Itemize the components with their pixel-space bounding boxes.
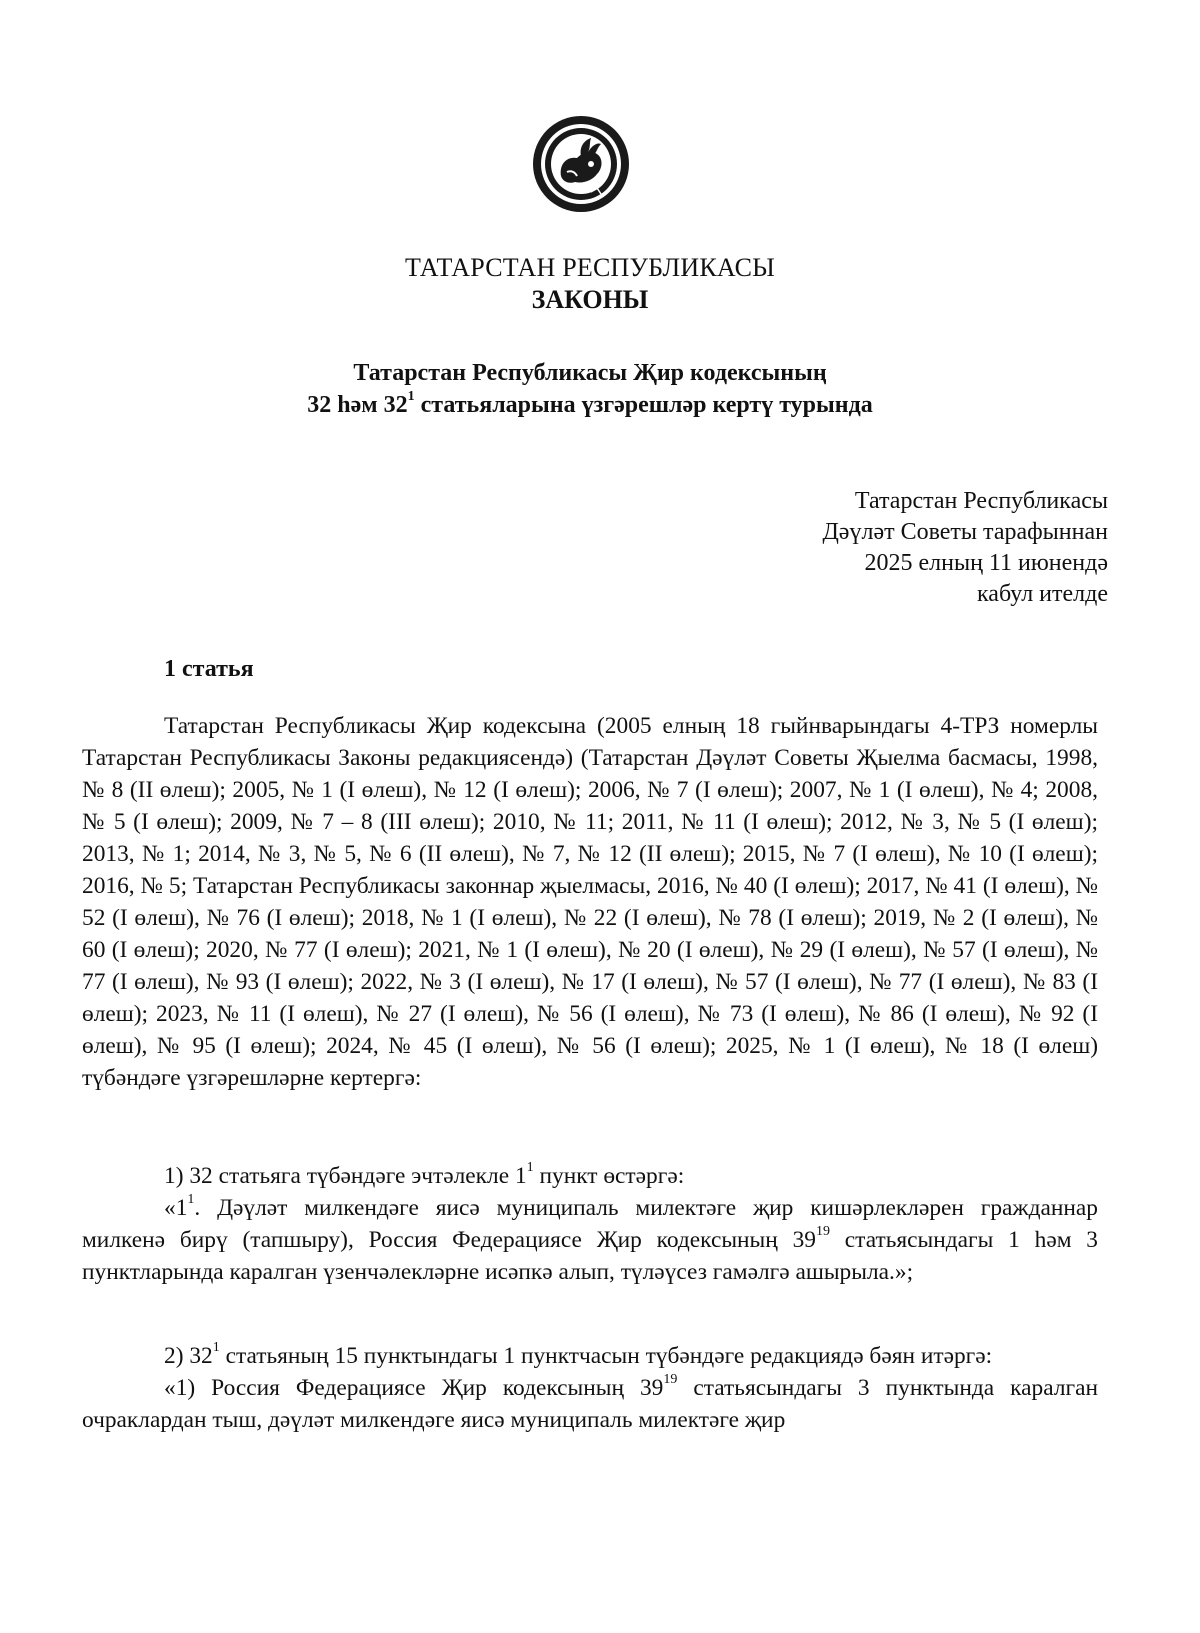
adoption-block — [822, 486, 1108, 610]
law-title-line-1: Татарстан Республикасы Җир кодексының — [353, 360, 827, 386]
item-2-text-a: 2) 32 — [164, 1343, 213, 1369]
title-superscript: 1 — [407, 389, 415, 404]
item-1-text-a: 1) 32 статьяга түбәндәге эчтәлекле 1 — [164, 1163, 527, 1189]
law-heading: ЗАКОНЫ — [531, 285, 649, 314]
item-2-quote-superscript: 19 — [663, 1372, 678, 1388]
article-item-1 — [82, 1160, 1098, 1288]
item-2-superscript: 1 — [212, 1340, 220, 1356]
item-2-text-b: статьяның 15 пунктындагы 1 пунктчасын түбәндәге редакциядә бәян итәргә: — [219, 1343, 993, 1369]
adoption-line-3: 2025 елның 11 июнендә — [864, 550, 1108, 576]
article-main-paragraph — [82, 710, 1098, 1094]
item-2-quote — [82, 1372, 1098, 1436]
tatarstan-emblem-icon — [531, 114, 631, 214]
republic-heading: ТАТАРСТАН РЕСПУБЛИКАСЫ — [405, 253, 775, 282]
item-1-text-b: пункт өстәргә: — [533, 1163, 685, 1189]
item-1-quote — [82, 1192, 1098, 1288]
item-1-quote-sup-1: 1 — [187, 1192, 195, 1208]
adoption-line-4: кабул ителде — [977, 581, 1108, 607]
item-1-quote-sup-2: 19 — [816, 1224, 830, 1240]
title-text-a: 32 һәм 32 — [307, 392, 408, 418]
main-paragraph-text: Татарстан Республикасы Җир кодексына (2005 елның 18 гыйнварындагы 4-ТРЗ номерлы Татарстан Республикасы Законы редакциясендә) (Татарстан Дәүләт Советы Җыелма басмасы, 1998, № 8 (II өлеш); 2005, № 1 (I өлеш), № 12 (I өлеш); 2006, № 7 (I өлеш); 2007, № 1 (I өлеш), № 4; 2008, № 5 (I өлеш); 2009, № 7 – 8 (III өлеш); 2010, № 11; 2011, № 11 (I өлеш); 2012, № 3, № 5 (I өлеш); 2013, № 1; 2014, № 3, № 5, № 6 (II өлеш), № 7, № 12 (II өлеш); 2015, № 7 (I өлеш), № 10 (I өлеш); 2016, № 5; Татарстан Республикасы законнар җыелмасы, 2016, № 40 (I өлеш); 2017, № 41 (I өлеш), № 52 (I өлеш), № 76 (I өлеш); 2018, № 1 (I өлеш), № 22 (I өлеш), № 78 (I өлеш); 2019, № 2 (I өлеш), № 60 (I өлеш); 2020, № 77 (I өлеш); 2021, № 1 (I өлеш), № 20 (I өлеш), № 29 (I өлеш), № 57 (I өлеш), № 77 (I өлеш), № 93 (I өлеш); 2022, № 3 (I өлеш), № 17 (I өлеш), № 57 (I өлеш), № 77 (I өлеш), № 83 (I өлеш); 2023, № 11 (I өлеш), № 27 (I өлеш), № 56 (I өлеш), № 73 (I өлеш), № 86 (I өлеш), № 92 (I өлеш), № 95 (I өлеш); 2024, № 45 (I өлеш), № 56 (I өлеш); 2025, № 1 (I өлеш), № 18 (I өлеш) түбәндәге үзгәрешләрне кертергә: — [82, 713, 1098, 1091]
adoption-line-1: Татарстан Республикасы — [854, 488, 1108, 514]
item-1-quote-c: статьясындагы 1 һәм 3 пунктларында каралган үзенчәлекләрне исәпкә алып, түләүсез гамәлгә ашырыла.»; — [82, 1227, 1098, 1285]
item-2-quote-b: статьясындагы 3 пунктында каралган очраклардан тыш, дәүләт милкендәге яисә муниципаль милектәге җир — [82, 1375, 1098, 1433]
item-1-quote-a: «1 — [164, 1195, 188, 1221]
adoption-line-2: Дәүләт Советы тарафыннан — [822, 519, 1108, 545]
law-title-line-2 — [0, 389, 1180, 419]
title-text-b: статьяларына үзгәрешләр кертү турында — [414, 392, 873, 418]
article-heading: 1 статья — [164, 656, 254, 682]
item-2-quote-a: «1) Россия Федерациясе Җир кодексының 39 — [164, 1375, 664, 1401]
item-1-superscript: 1 — [526, 1160, 534, 1176]
article-item-2 — [82, 1340, 1098, 1436]
item-1-quote-b: . Дәүләт милкендәге яисә муниципаль милектәге җир кишәрлекләрен гражданнар милкенә бирү (тапшыру), Россия Федерациясе Җир кодексының 39 — [82, 1195, 1098, 1253]
item-2-intro — [82, 1340, 1098, 1372]
item-1-intro — [82, 1160, 1098, 1192]
